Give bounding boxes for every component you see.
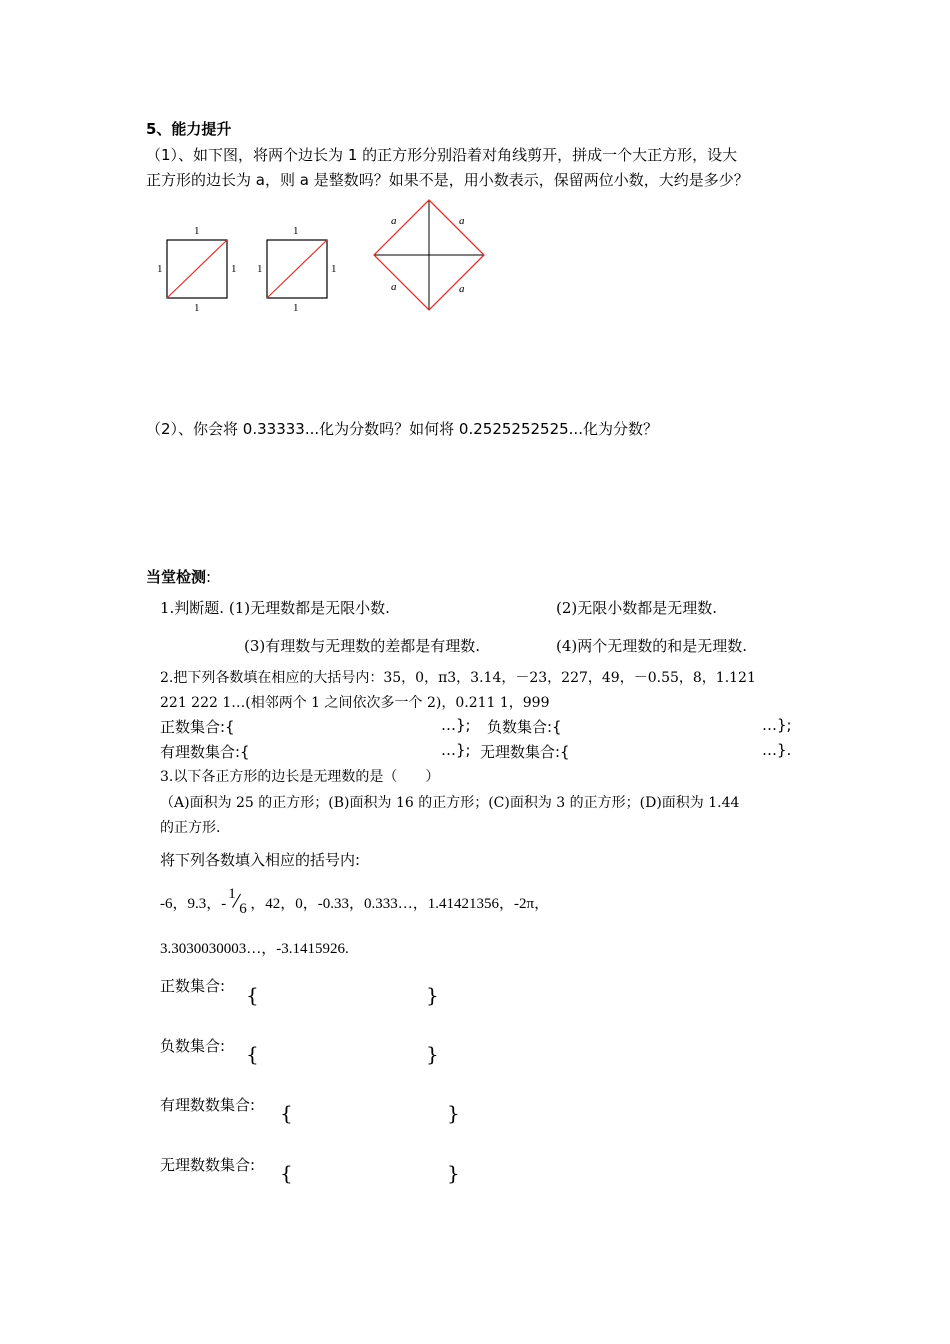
check-title-colon: :: [206, 568, 212, 586]
question-1-line-1: （1）、如下图，将两个边长为 1 的正方形分别沿着对角线剪开，拼成一个大正方形，设大: [146, 146, 738, 164]
question-3-line-2: （A)面积为 25 的正方形；(B)面积为 16 的正方形；(C)面积为 3 的正方形；(D)面积为 1.44: [160, 795, 740, 811]
rational-set-end: …};: [441, 741, 471, 759]
square-1-bottom-label: 1: [194, 302, 200, 314]
set-positive-label: 正数集合:: [160, 977, 226, 995]
squares-figure: [150, 196, 500, 316]
judge-item-1: 1.判断题. (1)无理数都是无限小数.: [160, 599, 390, 617]
question-4-numbers-row-2: 3.3030030003…，-3.1415926.: [160, 941, 349, 957]
square-1-right-label: 1: [231, 263, 237, 275]
set-rational-brace-open: {: [280, 1101, 293, 1125]
numbers-part-1: -6，9.3，-: [160, 895, 227, 912]
judge-item-2: (2)无限小数都是无理数.: [556, 599, 718, 617]
judge-item-3: (3)有理数与无理数的差都是有理数.: [244, 637, 481, 655]
question-1-line-2: 正方形的边长为 a，则 a 是整数吗？如果不是，用小数表示，保留两位小数，大约是多少？: [146, 171, 749, 189]
fraction-one-sixth: [226, 885, 250, 919]
judge-item-4: (4)两个无理数的和是无理数.: [556, 637, 748, 655]
square-2-diagonal: [267, 240, 327, 298]
check-title-row: [146, 566, 211, 587]
numbers-part-2: ，42，0，-0.33，0.333…，1.41421356，-2π，: [250, 895, 550, 912]
diamond-label-bottom-left: a: [391, 281, 397, 293]
square-2-left-label: 1: [257, 263, 263, 275]
set-irrational-brace-close: }: [447, 1161, 460, 1185]
check-title: 当堂检测: [146, 568, 207, 586]
positive-set-end: …};: [441, 716, 471, 734]
question-2-line-2: 221 222 1…(相邻两个 1 之间依次多一个 2)，0.211 1，999: [160, 695, 550, 711]
positive-set-label: 正数集合:{: [160, 718, 235, 736]
set-negative-brace-open: {: [246, 1042, 259, 1066]
fraction-denominator: 6: [239, 901, 247, 917]
question-2-line-1: 2.把下列各数填在相应的大括号内：35，0，π3，3.14，－23，227，49，－0.55，8，1.121: [160, 670, 756, 686]
square-2-top-label: 1: [293, 225, 299, 237]
square-1-top-label: 1: [194, 225, 200, 237]
set-irrational-brace-open: {: [280, 1161, 293, 1185]
question-4-numbers-row-1: [160, 885, 549, 919]
negative-set-end: …};: [762, 716, 792, 734]
set-rational-label: 有理数数集合:: [160, 1096, 256, 1114]
question-3-line-3: 的正方形.: [160, 820, 221, 836]
set-positive-brace-close: }: [426, 983, 439, 1007]
fraction-numerator: 1: [228, 886, 236, 902]
question-4-title: 将下列各数填入相应的括号内:: [160, 851, 361, 869]
set-negative-label: 负数集合:: [160, 1037, 226, 1055]
negative-set-label: 负数集合:{: [487, 718, 562, 736]
question-2: （2）、你会将 0.33333...化为分数吗？如何将 0.2525252525...化为分数？: [146, 420, 658, 438]
set-irrational-label: 无理数数集合:: [160, 1156, 256, 1174]
square-2-right-label: 1: [331, 263, 337, 275]
question-3-line-1: 3.以下各正方形的边长是无理数的是（ ）: [160, 769, 440, 785]
diamond-label-bottom-right: a: [459, 283, 465, 295]
irrational-set-label: 无理数集合:{: [480, 743, 570, 761]
irrational-set-end: …}.: [762, 741, 792, 759]
rational-set-label: 有理数集合:{: [160, 743, 250, 761]
section-title: 5、能力提升: [146, 120, 232, 138]
square-1-diagonal: [167, 240, 227, 298]
set-negative-brace-close: }: [426, 1042, 439, 1066]
set-positive-brace-open: {: [246, 983, 259, 1007]
diamond-label-top-left: a: [391, 215, 397, 227]
square-2-bottom-label: 1: [293, 302, 299, 314]
diamond-label-top-right: a: [459, 215, 465, 227]
square-1-left-label: 1: [157, 263, 163, 275]
set-rational-brace-close: }: [447, 1101, 460, 1125]
